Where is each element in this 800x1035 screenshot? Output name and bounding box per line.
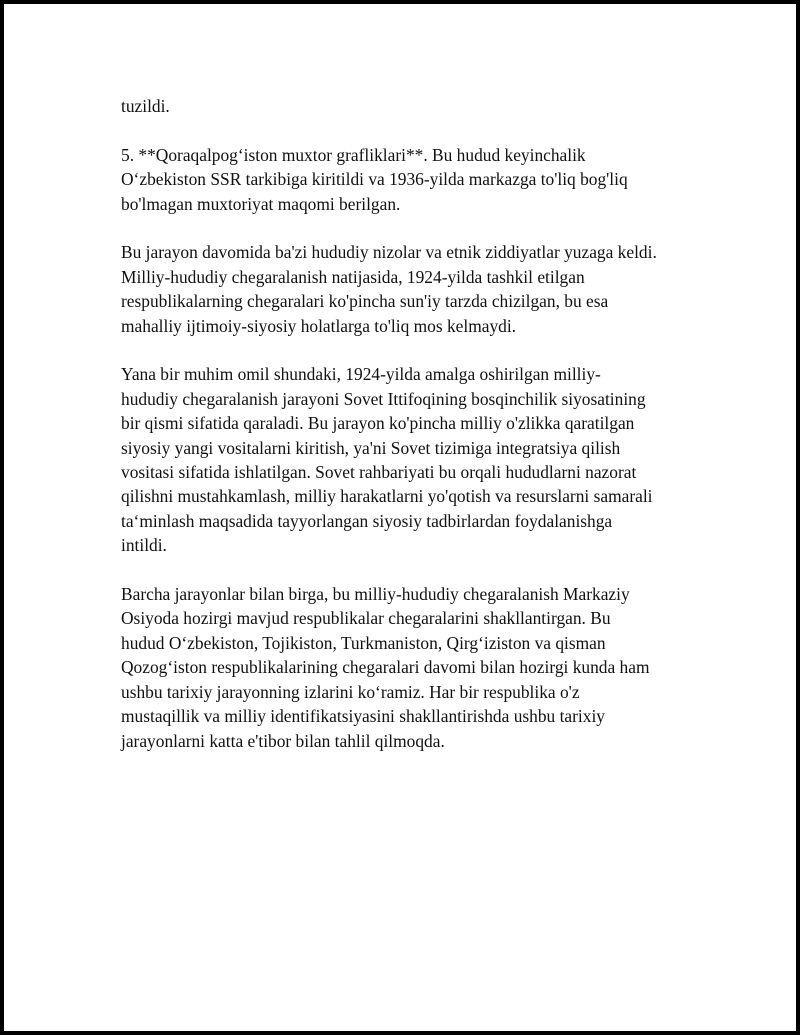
- paragraph-soviet-policy: Yana bir muhim omil shundaki, 1924-yilda amalga oshirilgan milliy- hududiy chegaralanish jarayoni Sovet Ittifoqining bosqinchilik siyosatining bir qismi sifatida qaraladi. Bu jarayon ko'pincha milliy o'zlikka qaratilgan siyosiy yangi vositalarni kiritish, ya'ni Sovet tizimiga integratsiya qilish vositasi sifatida ishlatilgan. Sovet rahbariyati bu orqali hududlarni nazorat qilishni mustahkamlash, milliy harakatlarni yo'qotish va resurslarni samarali ta‘minlash maqsadida tayyorlangan siyosiy tadbirlardan foydalanishga intildi.: [121, 364, 653, 556]
- paragraph-item-5: 5. **Qoraqalpog‘iston muxtor grafliklari**. Bu hudud keyinchalik O‘zbekiston SSR tarkibiga kiritildi va 1936-yilda markazga to'liq bog'liq bo'lmagan muxtoriyat maqomi berilgan.: [121, 144, 628, 214]
- paragraph-continuation: tuzildi.: [121, 96, 170, 116]
- paragraph-territorial-disputes: Bu jarayon davomida ba'zi hududiy nizolar va etnik ziddiyatlar yuzaga keldi. Milliy-hududiy chegaralanish natijasida, 1924-yilda tashkil etilgan respublikalarning chegaralari ko'pincha sun'iy tarzda chizilgan, bu esa mahalliy ijtimoiy-siyosiy holatlarga to'liq mos kelmaydi.: [121, 242, 657, 336]
- paragraph-conclusion: Barcha jarayonlar bilan birga, bu milliy-hududiy chegaralanish Markaziy Osiyoda hozirgi mavjud respublikalar chegaralarini shakllantirgan. Bu hudud O‘zbekiston, Tojikiston, Turkmaniston, Qirg‘iziston va qisman Qozog‘iston respublikalarining chegaralari davomi bilan hozirgi kunda ham ushbu tarixiy jarayonning izlarini ko‘ramiz. Har bir respublika o'z mustaqillik va milliy identifikatsiyasini shakllantirishda ushbu tarixiy jarayonlarni katta e'tibor bilan tahlil qilmoqda.: [121, 584, 650, 751]
- document-body: [121, 94, 711, 777]
